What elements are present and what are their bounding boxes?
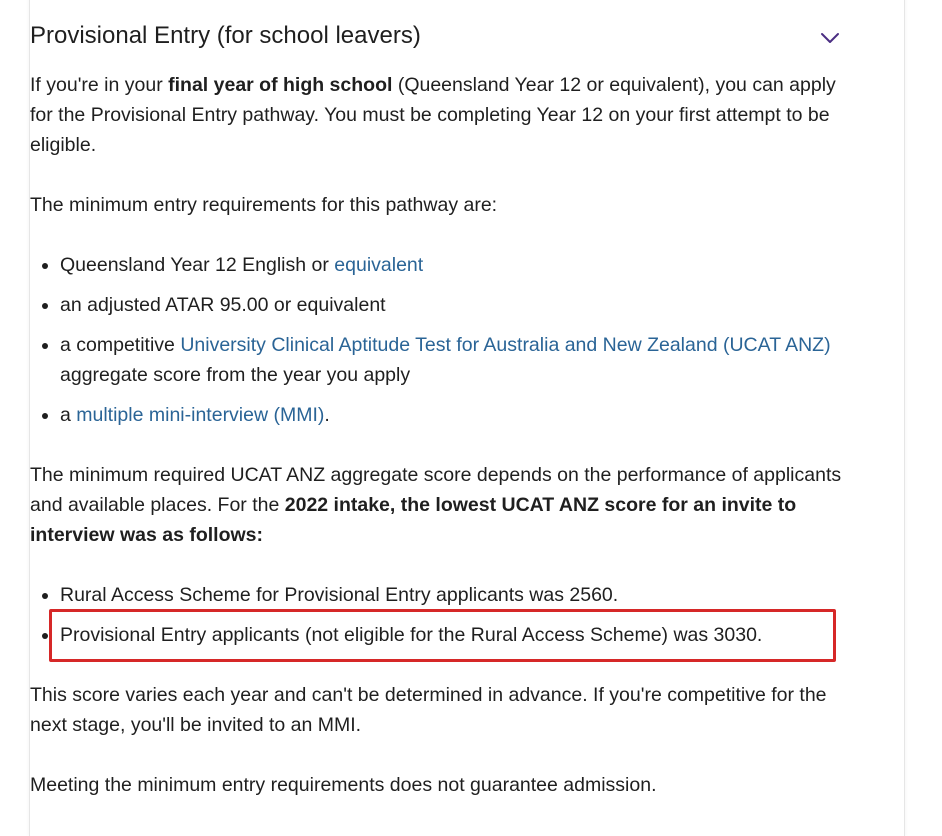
ucat-link[interactable]: University Clinical Aptitude Test for Australia and New Zealand (UCAT ANZ) xyxy=(180,334,831,356)
list-item xyxy=(60,330,850,390)
varies-paragraph: This score varies each year and can't be determined in advance. If you're competitive for the next stage, you'll be invited to an MMI. xyxy=(30,684,827,736)
mmi-link[interactable]: multiple mini-interview (MMI) xyxy=(76,404,325,426)
requirements-list xyxy=(30,250,850,430)
list-item xyxy=(60,250,850,280)
highlight-box xyxy=(49,609,836,662)
ucat-bold: 2022 intake, the lowest UCAT ANZ score for an invite to interview was as follows: xyxy=(30,494,797,546)
requirement-text: an adjusted ATAR 95.00 or equivalent xyxy=(60,294,386,316)
requirement-text: aggregate score from the year you apply xyxy=(60,364,411,386)
guarantee-paragraph: Meeting the minimum entry requirements does not guarantee admission. xyxy=(30,774,657,796)
intro-text-2: (Queensland Year 12 or equivalent), you can apply for the Provisional Entry pathway. You must be completing Year 12 on your first attempt to be eligible. xyxy=(30,74,836,156)
list-item xyxy=(60,290,850,320)
requirements-heading: The minimum entry requirements for this pathway are: xyxy=(30,194,498,216)
list-item: • Provisional Entry applicants (not eligible for the Rural Access Scheme) was 3030. xyxy=(60,620,850,650)
accordion-title: Provisional Entry (for school leavers) xyxy=(30,22,421,49)
accordion-content xyxy=(30,70,850,830)
intro-bold: final year of high school xyxy=(168,74,393,96)
intro-text-1: If you're in your xyxy=(30,74,169,96)
accordion-header[interactable] xyxy=(30,18,850,58)
chevron-down-icon[interactable] xyxy=(818,26,842,50)
equivalent-link[interactable]: equivalent xyxy=(334,254,424,276)
requirement-text: . xyxy=(324,404,330,426)
ucat-paragraph xyxy=(30,460,850,550)
requirement-text: a xyxy=(60,404,77,426)
ucat-text: The minimum required UCAT ANZ aggregate score depends on the performance of applicants and available places. For the xyxy=(30,464,842,516)
requirement-text: Queensland Year 12 English or xyxy=(60,254,335,276)
requirement-text: a competitive xyxy=(60,334,181,356)
list-item: • Rural Access Scheme for Provisional Entry applicants was 2560. xyxy=(60,580,850,610)
intro-paragraph xyxy=(30,70,850,160)
list-item xyxy=(60,400,850,430)
